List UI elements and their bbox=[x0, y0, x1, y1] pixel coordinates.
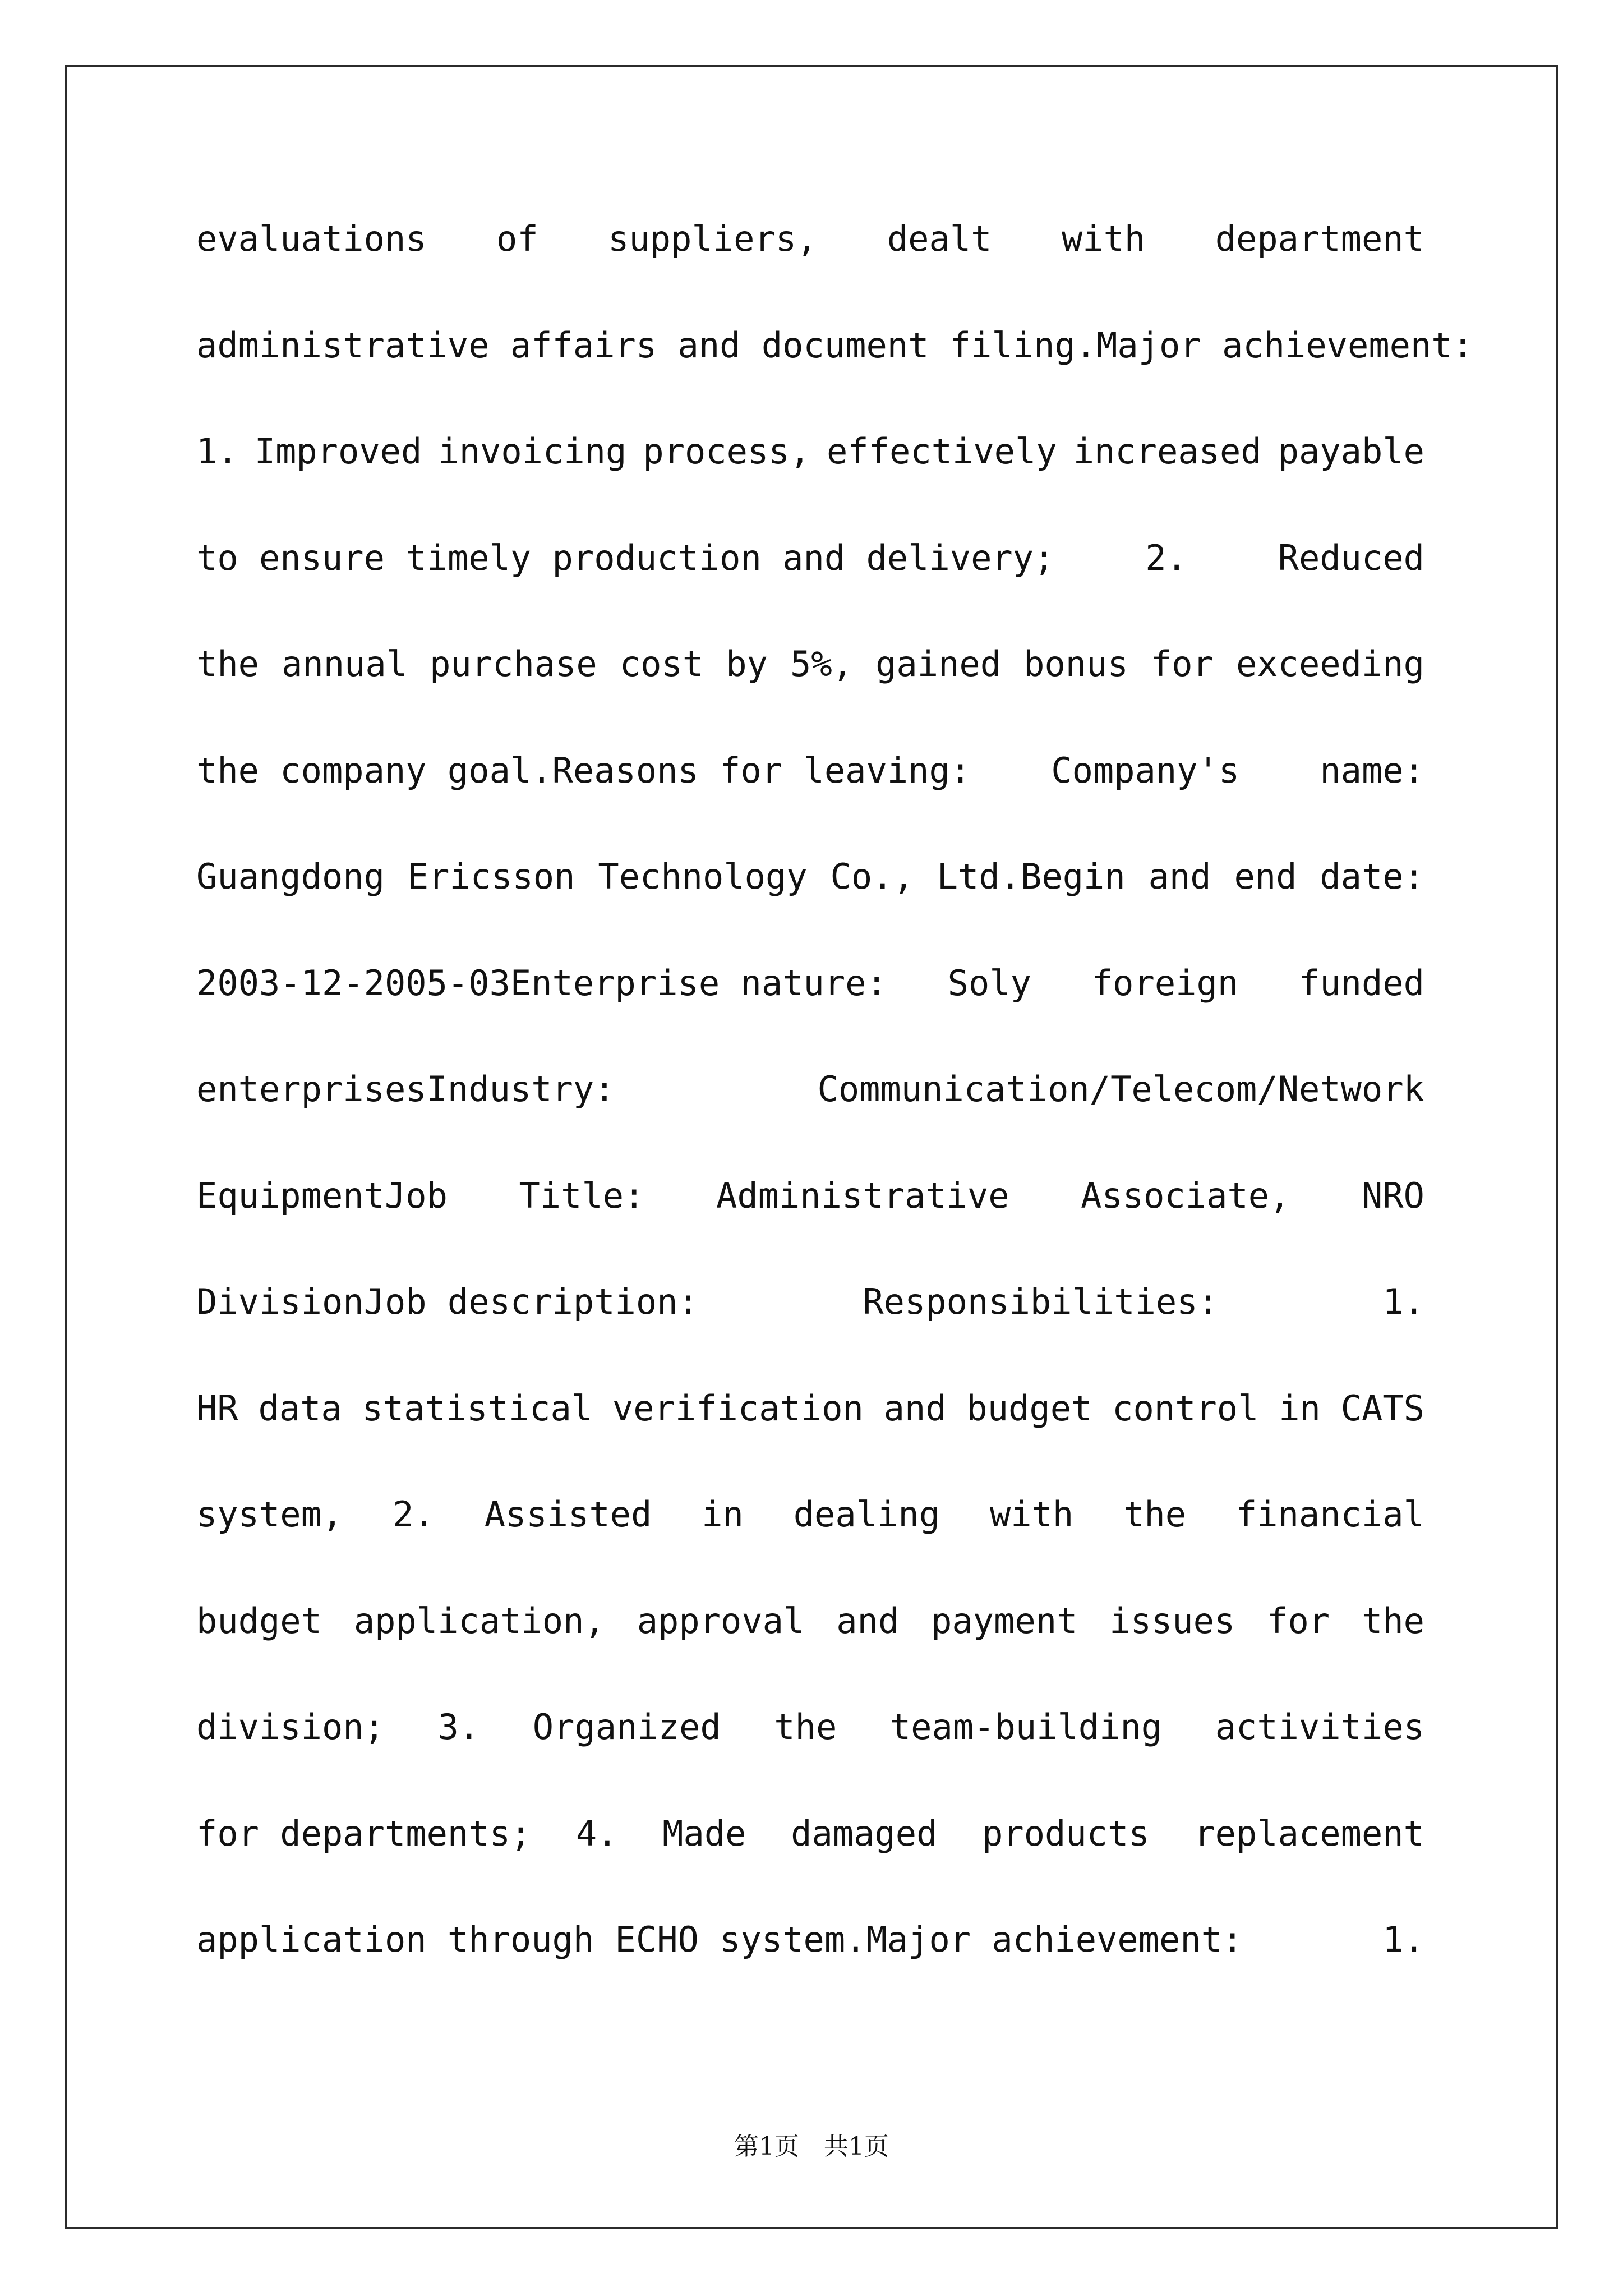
text-segment: issues bbox=[1109, 1600, 1235, 1641]
text-segment: Reduced bbox=[1278, 537, 1424, 578]
text-segment: Ericsson bbox=[407, 856, 575, 897]
text-segment: Title: bbox=[519, 1175, 645, 1216]
text-segment: administrative affairs and document filing.Major achievement: bbox=[196, 324, 1473, 366]
text-segment: gained bbox=[875, 643, 1002, 684]
text-line bbox=[196, 963, 1424, 1070]
text-segment: Co., bbox=[830, 856, 914, 897]
text-segment: control bbox=[1112, 1387, 1259, 1429]
text-segment: name: bbox=[1320, 749, 1424, 791]
text-line bbox=[196, 1388, 1424, 1495]
text-segment: dealt bbox=[887, 218, 992, 259]
text-segment: payment bbox=[931, 1600, 1078, 1641]
text-segment: 3. bbox=[437, 1706, 480, 1747]
text-segment: 5%, bbox=[790, 643, 853, 684]
text-segment: approval bbox=[637, 1600, 805, 1641]
text-line bbox=[196, 644, 1424, 751]
text-line bbox=[196, 751, 1424, 857]
text-segment: date: bbox=[1320, 856, 1424, 897]
text-segment: Organized bbox=[532, 1706, 721, 1747]
text-segment: budget bbox=[966, 1387, 1092, 1429]
text-segment: 2. bbox=[393, 1494, 435, 1535]
text-segment: purchase bbox=[430, 643, 597, 684]
text-segment: annual bbox=[282, 643, 408, 684]
text-segment: Communication/Telecom/Network bbox=[817, 1069, 1424, 1110]
text-segment: verification bbox=[612, 1387, 864, 1429]
text-line bbox=[196, 1176, 1424, 1282]
text-segment: to ensure timely production and delivery; bbox=[196, 537, 1055, 578]
text-segment: exceeding bbox=[1235, 643, 1424, 684]
text-segment: invoicing bbox=[438, 431, 627, 472]
text-segment: bonus bbox=[1023, 643, 1128, 684]
text-segment: the bbox=[196, 643, 259, 684]
text-segment: Responsibilities: bbox=[863, 1281, 1219, 1322]
text-segment: 1. bbox=[1382, 1281, 1424, 1322]
text-segment: Administrative bbox=[716, 1175, 1009, 1216]
text-segment: for bbox=[1150, 643, 1214, 684]
text-segment: replacement bbox=[1194, 1812, 1424, 1854]
text-segment: budget bbox=[196, 1600, 322, 1641]
text-segment: division; bbox=[196, 1706, 385, 1747]
text-segment: the bbox=[1362, 1600, 1424, 1641]
text-segment: by bbox=[726, 643, 768, 684]
text-segment: for bbox=[1267, 1600, 1330, 1641]
text-segment: in bbox=[1279, 1387, 1321, 1429]
text-segment: Technology bbox=[598, 856, 808, 897]
text-segment: statistical bbox=[362, 1387, 593, 1429]
text-segment: activities bbox=[1215, 1706, 1424, 1747]
text-segment: foreign bbox=[1091, 962, 1239, 1004]
text-segment: Assisted bbox=[484, 1494, 652, 1535]
text-line bbox=[196, 219, 1424, 325]
text-segment: with bbox=[989, 1494, 1074, 1535]
text-segment: of bbox=[496, 218, 538, 259]
text-segment: increased bbox=[1073, 431, 1262, 472]
document-body bbox=[196, 218, 1473, 2026]
text-segment: enterprisesIndustry: bbox=[196, 1069, 615, 1110]
text-segment: 2003-12-2005-03Enterprise nature: bbox=[196, 962, 887, 1004]
text-line bbox=[196, 324, 1473, 432]
text-segment: 1. bbox=[1382, 1919, 1424, 1960]
text-segment: Soly bbox=[947, 962, 1031, 1004]
text-segment: Guangdong bbox=[196, 856, 385, 897]
text-line bbox=[196, 1282, 1424, 1388]
text-segment: and bbox=[883, 1387, 947, 1429]
text-segment: data bbox=[258, 1387, 342, 1429]
text-segment: suppliers, bbox=[608, 218, 818, 259]
text-segment: evaluations bbox=[196, 218, 427, 259]
text-segment: in bbox=[702, 1494, 744, 1535]
text-segment: team-building bbox=[889, 1706, 1163, 1747]
text-segment: DivisionJob description: bbox=[196, 1281, 699, 1322]
text-line bbox=[196, 431, 1424, 538]
text-segment: the company goal.Reasons for leaving: bbox=[196, 749, 971, 791]
text-segment: application, bbox=[353, 1600, 605, 1641]
text-segment: for departments; bbox=[196, 1812, 532, 1854]
text-segment: 4. bbox=[575, 1812, 618, 1854]
text-line bbox=[196, 857, 1424, 963]
text-segment: financial bbox=[1235, 1494, 1424, 1535]
text-segment: system, bbox=[196, 1494, 343, 1535]
text-segment: end bbox=[1234, 856, 1297, 897]
text-segment: application through ECHO system.Major achievement: bbox=[196, 1919, 1243, 1960]
text-segment: Improved bbox=[254, 431, 422, 472]
text-segment: funded bbox=[1299, 962, 1424, 1004]
text-line bbox=[196, 1707, 1424, 1814]
text-line bbox=[196, 1069, 1424, 1176]
text-segment: and bbox=[1148, 856, 1211, 897]
text-segment: effectively bbox=[827, 431, 1057, 472]
page-footer: 第1页 共1页 bbox=[734, 2132, 889, 2161]
text-segment: EquipmentJob bbox=[196, 1175, 448, 1216]
text-segment: Company's bbox=[1051, 749, 1240, 791]
text-line bbox=[196, 1494, 1424, 1601]
text-segment: 2. bbox=[1145, 537, 1187, 578]
text-segment: damaged bbox=[791, 1812, 938, 1854]
text-segment: Associate, bbox=[1081, 1175, 1290, 1216]
text-segment: with bbox=[1061, 218, 1146, 259]
text-segment: NRO bbox=[1361, 1175, 1424, 1216]
text-segment: department bbox=[1215, 218, 1424, 259]
text-line bbox=[196, 1920, 1424, 2026]
text-segment: products bbox=[982, 1812, 1150, 1854]
text-segment: the bbox=[774, 1706, 837, 1747]
text-segment: the bbox=[1123, 1494, 1187, 1535]
text-segment: dealing bbox=[793, 1494, 940, 1535]
text-segment: Ltd.Begin bbox=[937, 856, 1126, 897]
text-segment: payable bbox=[1278, 431, 1424, 472]
text-segment: process, bbox=[643, 431, 810, 472]
text-line bbox=[196, 1814, 1424, 1920]
text-segment: Made bbox=[662, 1812, 746, 1854]
text-segment: CATS bbox=[1340, 1387, 1424, 1429]
text-line bbox=[196, 1601, 1424, 1708]
text-segment: 1. bbox=[196, 431, 238, 472]
text-segment: and bbox=[836, 1600, 900, 1641]
text-segment: HR bbox=[196, 1387, 238, 1429]
text-segment: cost bbox=[619, 643, 704, 684]
text-line bbox=[196, 538, 1424, 645]
